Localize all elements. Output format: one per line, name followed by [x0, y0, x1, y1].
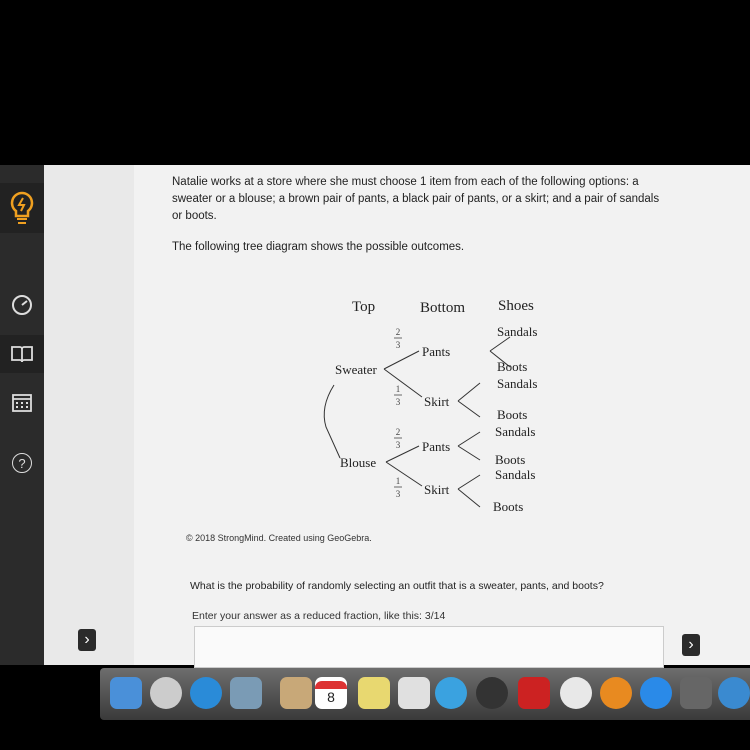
shoe-item-8: Boots: [493, 499, 524, 514]
app-store-icon[interactable]: [640, 677, 672, 709]
header-top: Top: [352, 299, 376, 315]
bottom-item-4: Skirt: [424, 482, 450, 497]
intro-line-2: sweater or a blouse; a brown pair of pants, a black pair of pants, or a skirt; and a pair of sandals: [172, 193, 660, 205]
branch-shoes-2: [458, 383, 480, 417]
fraction-3: [394, 427, 402, 450]
help-glyph: ?: [12, 453, 32, 473]
tree-diagram: [134, 165, 750, 555]
reminders-icon[interactable]: [398, 677, 430, 709]
fraction-1: [394, 327, 402, 350]
bottom-item-2: Skirt: [424, 394, 450, 409]
diagram-credit: © 2018 StrongMind. Created using GeoGebra.: [186, 533, 372, 543]
spotlight-icon[interactable]: [718, 677, 750, 709]
shoe-item-5: Sandals: [495, 424, 536, 439]
branch-sweater-skirt: [384, 369, 422, 397]
finder-icon[interactable]: [110, 677, 142, 709]
help-icon[interactable]: [0, 448, 44, 478]
messages-icon[interactable]: [435, 677, 467, 709]
shoe-item-1: Sandals: [497, 324, 538, 339]
photo-booth-icon[interactable]: [518, 677, 550, 709]
fraction-2-den: 3: [395, 397, 401, 407]
shoe-item-7: Sandals: [495, 467, 536, 482]
next-page-button[interactable]: [682, 634, 700, 656]
shoe-item-3: Sandals: [497, 376, 538, 391]
calendar-app-icon[interactable]: [315, 677, 347, 709]
bottom-item-1: Pants: [422, 344, 451, 359]
bottom-item-3: Pants: [422, 439, 451, 454]
screen: [0, 165, 750, 665]
fraction-4-num: 1: [395, 476, 401, 486]
launchpad-icon[interactable]: [150, 677, 182, 709]
answer-input[interactable]: [194, 626, 664, 668]
top-item-sweater: Sweater: [335, 362, 377, 377]
shoe-item-6: Boots: [495, 452, 526, 467]
header-shoes: Shoes: [498, 298, 534, 314]
question-panel: [134, 165, 750, 665]
shoe-item-4: Boots: [497, 407, 528, 422]
calendar-app-header: [315, 681, 347, 689]
prev-page-button[interactable]: [78, 629, 96, 651]
chevron-right-icon: ›: [688, 636, 694, 653]
fraction-3-den: 3: [395, 440, 401, 450]
fraction-2: [394, 384, 402, 407]
intro-line-3: or boots.: [172, 210, 217, 222]
branch-blouse-pants: [386, 446, 419, 462]
sidebar: [0, 165, 44, 665]
facetime-icon[interactable]: [476, 677, 508, 709]
fraction-1-num: 2: [395, 327, 401, 337]
diagram-intro: The following tree diagram shows the possible outcomes.: [172, 241, 465, 253]
photo-app-icon[interactable]: [230, 677, 262, 709]
book-icon[interactable]: [0, 335, 44, 373]
calendar-icon[interactable]: [0, 387, 44, 417]
top-item-blouse: Blouse: [340, 455, 377, 470]
answer-instruction: Enter your answer as a reduced fraction, like this: 3/14: [192, 610, 446, 622]
shoe-item-2: Boots: [497, 359, 528, 374]
calendar-day: 8: [327, 689, 335, 705]
fraction-4-den: 3: [395, 489, 401, 499]
contacts-icon[interactable]: [280, 677, 312, 709]
fraction-1-den: 3: [395, 340, 401, 350]
header-bottom: Bottom: [420, 300, 466, 316]
books-icon[interactable]: [600, 677, 632, 709]
music-icon[interactable]: [560, 677, 592, 709]
branch-shoes-3: [458, 432, 480, 460]
chevron-right-icon: ›: [84, 631, 90, 648]
lightbulb-icon[interactable]: [0, 183, 44, 233]
branch-blouse-skirt: [386, 462, 422, 486]
fraction-4: [394, 476, 402, 499]
safari-icon[interactable]: [190, 677, 222, 709]
branch-sweater-pants: [384, 351, 419, 369]
intro-line-1: Natalie works at a store where she must choose 1 item from each of the following options: a: [172, 176, 639, 188]
gauge-icon[interactable]: [0, 290, 44, 320]
dock: [100, 668, 750, 720]
notes-icon[interactable]: [358, 677, 390, 709]
system-preferences-icon[interactable]: [680, 677, 712, 709]
fraction-3-num: 2: [395, 427, 401, 437]
top-bracket: [324, 385, 340, 458]
question-prompt: What is the probability of randomly selecting an outfit that is a sweater, pants, and boots?: [190, 580, 604, 592]
branch-shoes-4: [458, 475, 480, 507]
fraction-2-num: 1: [395, 384, 401, 394]
